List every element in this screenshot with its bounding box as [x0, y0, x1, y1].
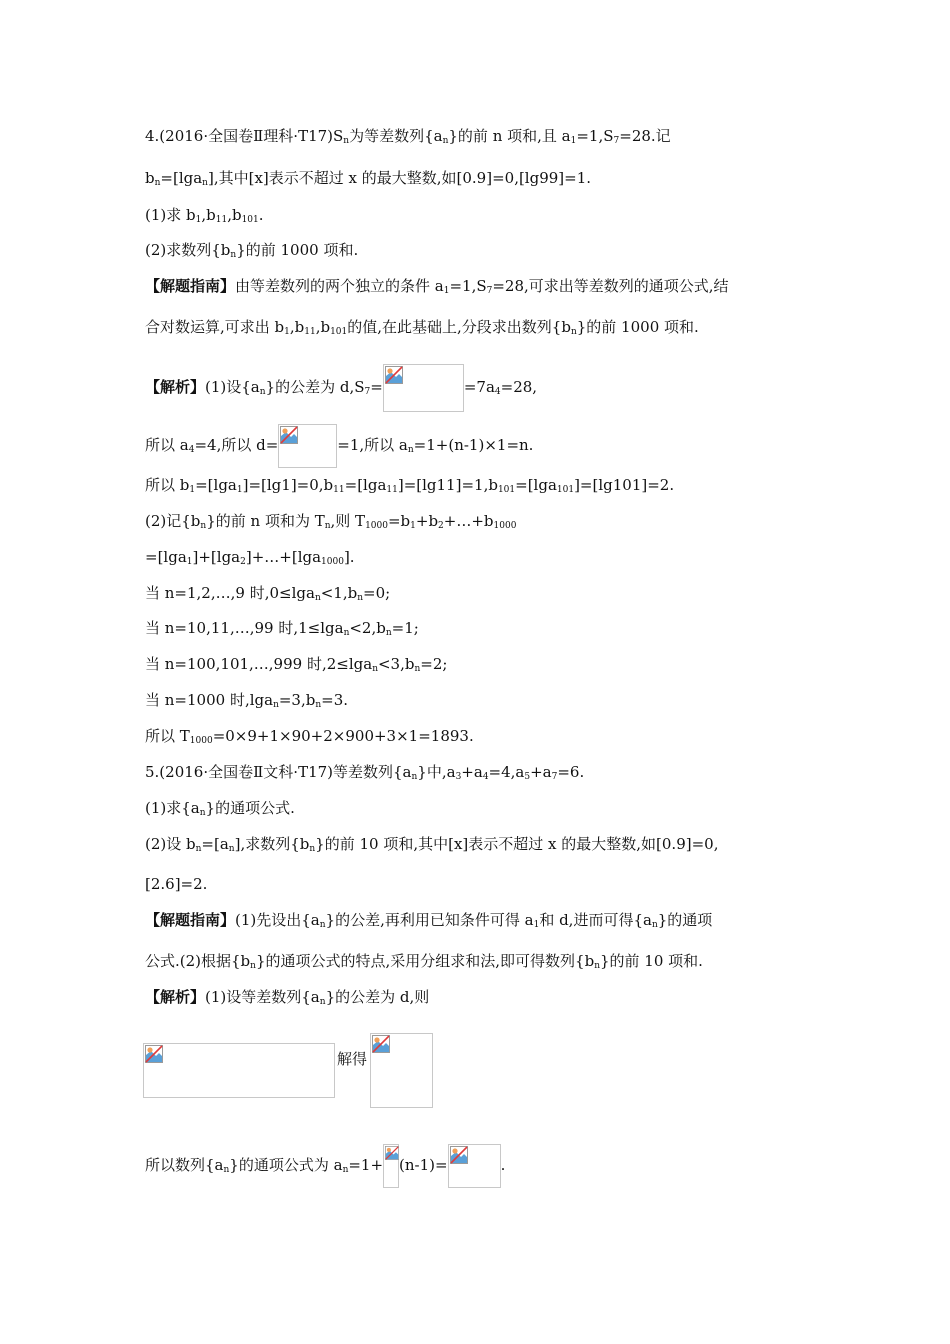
problem-4-case-3 [145, 654, 447, 674]
text: =[lga [344, 476, 387, 494]
text: =0×9+1×90+2×900+3×1=1893. [212, 727, 474, 745]
problem-5-solution-line-3 [145, 1144, 505, 1188]
subscript: 11 [333, 485, 345, 495]
problem-4-solution-line-1 [145, 364, 537, 412]
broken-image-icon [372, 1035, 390, 1053]
problem-4-solution-line-3 [145, 475, 674, 495]
text: ]+[lga [192, 548, 241, 566]
subscript: 1 [189, 485, 196, 495]
problem-4-statement [145, 126, 671, 146]
text: =1,S [449, 277, 487, 295]
text: ]+…+[lga [245, 548, 322, 566]
problem-5-solution-line-1 [145, 987, 429, 1007]
problem-4-conclusion [145, 726, 474, 746]
text: }的前 1000 项和. [576, 318, 699, 336]
text: (1)求{a [145, 799, 200, 817]
text: [2.6]=2. [145, 875, 208, 893]
text: =0; [363, 584, 391, 602]
formula-image [278, 424, 337, 468]
text: }的公差为 d,S [265, 378, 365, 396]
text: (n-1)= [399, 1156, 448, 1174]
subscript: n [324, 521, 331, 531]
text: ,b [315, 318, 331, 336]
text: }的前 10 项和,其中[x]表示不超过 x 的最大整数,如[0.9]=0, [315, 835, 719, 853]
text: ,b [227, 206, 242, 224]
text: =[lga [515, 476, 557, 494]
subscript: n [442, 136, 449, 146]
solution-values-image [370, 1033, 433, 1108]
text: =3,b [278, 691, 316, 709]
text: }的通项公式为 a [229, 1156, 343, 1174]
text: ,则 T [330, 512, 366, 530]
broken-image-icon [385, 366, 403, 384]
text: 所以 a [145, 436, 189, 454]
formula-image [383, 1144, 399, 1188]
subscript: 1 [570, 136, 577, 146]
text: 所以 b [145, 476, 190, 494]
subscript: n [199, 808, 206, 818]
text: =4,所以 d= [194, 436, 279, 454]
guide-label: 【解题指南】 [145, 277, 236, 295]
text: 的值,在此基础上,分段求出数列{b [347, 318, 571, 336]
subscript: n [195, 844, 202, 854]
subscript: 1 [236, 485, 243, 495]
text: =28.记 [619, 127, 671, 145]
text: . [258, 206, 264, 224]
problem-4-solution-line-2 [145, 424, 533, 468]
subscript: n [385, 628, 392, 638]
problem-4-question-2 [145, 240, 358, 260]
text: (2)记{b [145, 512, 201, 530]
text: <1,b [320, 584, 358, 602]
text: =2; [420, 655, 448, 673]
problem-5-question-1 [145, 798, 295, 818]
text: (1)求 b [145, 206, 196, 224]
text: 当 n=10,11,…,99 时,1≤lga [145, 619, 344, 637]
broken-image-icon [450, 1146, 468, 1164]
problem-4-guide-line-2 [145, 317, 699, 337]
text: =28, [500, 378, 538, 396]
subscript: n [372, 664, 378, 674]
text: +a [530, 763, 552, 781]
text: 当 n=100,101,…,999 时,2≤lga [145, 655, 373, 673]
guide-label: 【解题指南】 [145, 911, 236, 929]
subscript: 1 [284, 327, 290, 337]
text: (2)设 b [145, 835, 196, 853]
text: 公式.(2)根据{b [145, 952, 251, 970]
text: +…+b [443, 512, 494, 530]
text: ]=[lg11]=1,b [397, 476, 498, 494]
subscript: n [250, 961, 256, 971]
solve-text: 解得 [337, 1050, 368, 1068]
subscript: n [228, 844, 235, 854]
subscript: 4 [494, 387, 501, 397]
text: 当 n=1,2,…,9 时,0≤lga [145, 584, 315, 602]
subscript: n [407, 445, 414, 455]
text: }的前 10 项和. [600, 952, 703, 970]
problem-5-guide-line-2 [145, 951, 703, 971]
subscript: 7 [551, 772, 558, 782]
broken-image-icon [145, 1045, 163, 1063]
text: (2)求数列{b [145, 241, 231, 259]
text: 4.(2016·全国卷Ⅱ理科·T17)S [145, 127, 344, 145]
solution-label: 【解析】 [145, 378, 206, 396]
text: . [500, 1156, 506, 1174]
problem-4-solution-line-4 [145, 511, 516, 531]
problem-5-question-2-cont [145, 874, 207, 894]
broken-image-icon [385, 1146, 399, 1160]
text: (1)设等差数列{a [205, 988, 320, 1006]
text: =6. [557, 763, 585, 781]
subscript: n [342, 1165, 349, 1175]
subscript: n [259, 387, 266, 397]
text: =4,a [488, 763, 525, 781]
subscript: n [414, 664, 421, 674]
problem-5-statement [145, 762, 584, 782]
text: 合对数运算,可求出 b [145, 318, 285, 336]
problem-4-solution-line-5 [145, 547, 355, 567]
subscript: 101 [241, 215, 259, 225]
subscript: n [411, 772, 418, 782]
text: ]=[lg1]=0,b [242, 476, 334, 494]
subscript: 4 [482, 772, 489, 782]
subscript: 7 [613, 136, 620, 146]
text: 和 d,进而可得{a [539, 911, 652, 929]
text: }中,a [417, 763, 456, 781]
text: =[lga [160, 169, 203, 187]
subscript: 2 [240, 557, 246, 567]
subscript: 1000 [365, 521, 388, 531]
subscript: n [357, 593, 364, 603]
subscript: n [314, 593, 321, 603]
text: <3,b [377, 655, 415, 673]
subscript: n [309, 844, 316, 854]
text: =[lga [145, 548, 187, 566]
problem-4-case-4 [145, 690, 348, 710]
text: }的通项公式. [205, 799, 295, 817]
text: }的通项 [657, 911, 713, 929]
subscript: n [319, 997, 326, 1007]
subscript: n [594, 961, 600, 971]
subscript: 7 [364, 387, 371, 397]
text: =[a [201, 835, 229, 853]
subscript: 101 [330, 327, 348, 337]
text: =1+(n-1)×1=n. [413, 436, 534, 454]
subscript: 1 [533, 920, 540, 930]
subscript: n [319, 920, 326, 930]
subscript: n [343, 136, 350, 146]
text: (1)先设出{a [235, 911, 320, 929]
problem-4-guide-line-1 [145, 276, 729, 296]
text: +b [415, 512, 439, 530]
text: 所以数列{a [145, 1156, 224, 1174]
text: b [145, 169, 155, 187]
text: 为等差数列{a [349, 127, 443, 145]
text: 所以 T [145, 727, 190, 745]
subscript: 1 [186, 557, 193, 567]
text: (1)设{a [205, 378, 260, 396]
subscript: 1 [195, 215, 202, 225]
text: =b [387, 512, 411, 530]
text: }的通项公式的特点,采用分组求和法,即可得数列{b [255, 952, 595, 970]
subscript: n [202, 178, 208, 188]
text: =1; [391, 619, 419, 637]
subscript: 4 [188, 445, 195, 455]
text: ]. [343, 548, 355, 566]
text: =1+ [348, 1156, 384, 1174]
text: =7a [463, 378, 495, 396]
subscript: 11 [304, 327, 316, 337]
problem-4-question-1 [145, 205, 264, 225]
subscript: 11 [386, 485, 398, 495]
subscript: 7 [486, 286, 493, 296]
subscript: n [570, 327, 577, 337]
subscript: n [343, 628, 350, 638]
problem-5-guide-line-1 [145, 910, 712, 930]
text: =1,所以 a [337, 436, 408, 454]
subscript: 1000 [321, 557, 344, 567]
text: 当 n=1000 时,lga [145, 691, 274, 709]
text: ]=[lg101]=2. [574, 476, 675, 494]
text: =[lga [195, 476, 237, 494]
subscript: 101 [556, 485, 575, 495]
text: <2,b [349, 619, 386, 637]
text: }的公差,再利用已知条件可得 a [325, 911, 534, 929]
problem-4-case-1 [145, 583, 390, 603]
subscript: n [315, 700, 322, 710]
text: }的前 1000 项和. [236, 241, 359, 259]
text: = [370, 378, 383, 396]
solution-label: 【解析】 [145, 988, 206, 1006]
subscript: 5 [524, 772, 531, 782]
text: ,b [201, 206, 216, 224]
subscript: n [230, 250, 237, 260]
subscript: 3 [455, 772, 462, 782]
problem-4-definition [145, 168, 591, 188]
text: =3. [321, 691, 349, 709]
formula-image [383, 364, 464, 412]
text: }的前 n 项和,且 a [448, 127, 571, 145]
text: =28,可求出等差数列的通项公式,结 [492, 277, 729, 295]
subscript: 1000 [493, 521, 517, 531]
text: }的公差为 d,则 [325, 988, 430, 1006]
text: }的前 n 项和为 T [206, 512, 325, 530]
text: 由等差数列的两个独立的条件 a [235, 277, 444, 295]
text: ],求数列{b [234, 835, 310, 853]
text: ,b [289, 318, 305, 336]
subscript: n [273, 700, 279, 710]
equation-system-image [143, 1043, 335, 1098]
text: ],其中[x]表示不超过 x 的最大整数,如[0.9]=0,[lg99]=1. [207, 169, 592, 187]
problem-5-question-2 [145, 834, 718, 854]
subscript: 101 [497, 485, 516, 495]
subscript: n [200, 521, 207, 531]
text: +a [461, 763, 483, 781]
subscript: n [223, 1165, 230, 1175]
subscript: 1 [443, 286, 450, 296]
subscript: 2 [438, 521, 444, 531]
subscript: 1 [410, 521, 416, 531]
subscript: 11 [215, 215, 228, 225]
text: 5.(2016·全国卷Ⅱ文科·T17)等差数列{a [145, 763, 412, 781]
text: =1,S [576, 127, 614, 145]
subscript: 1000 [189, 736, 213, 746]
broken-image-icon [280, 426, 298, 444]
formula-image [448, 1144, 501, 1188]
subscript: n [154, 178, 161, 188]
subscript: n [651, 920, 658, 930]
problem-4-case-2 [145, 618, 419, 638]
